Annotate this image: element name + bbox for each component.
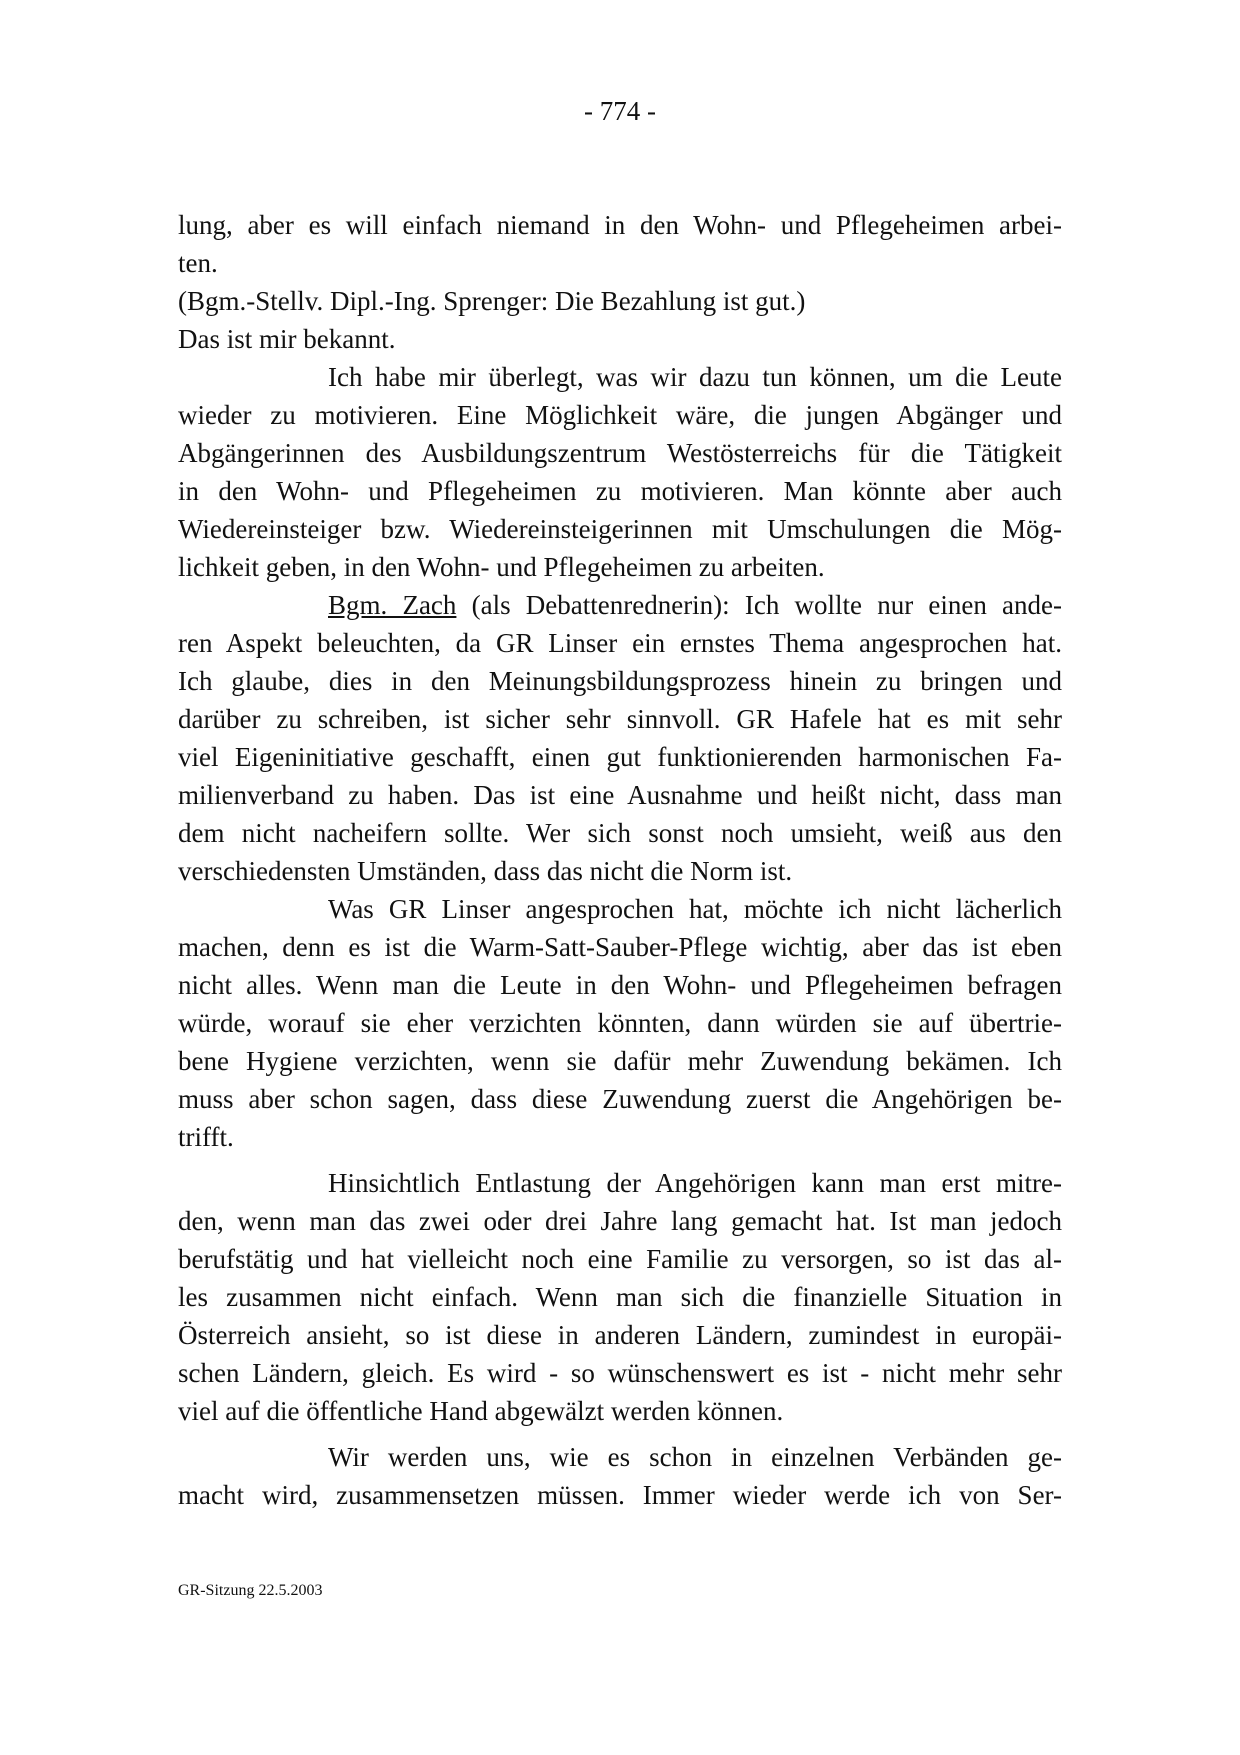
speaker-line [178, 586, 1062, 624]
speaker-line-text: (als Debattenrednerin): Ich wollte nur einen ande- [471, 590, 1062, 620]
text-line: viel auf die öffentliche Hand abgewälzt werden können. [178, 1396, 784, 1426]
text-line: verschiedensten Umständen, dass das nicht die Norm ist. [178, 856, 793, 886]
text-line: lung, aber es will einfach niemand in den Wohn- und Pflegeheimen arbei- [178, 210, 1062, 240]
text-line: nicht alles. Wenn man die Leute in den Wohn- und Pflegeheimen befragen [178, 970, 1062, 1000]
text-line: darüber zu schreiben, ist sicher sehr sinnvoll. GR Hafele hat es mit sehr [178, 704, 1062, 734]
text-line: trifft. [178, 1122, 234, 1152]
text-line: den, wenn man das zwei oder drei Jahre lang gemacht hat. Ist man jedoch [178, 1206, 1062, 1236]
text-line: dem nicht nacheifern sollte. Wer sich sonst noch umsieht, weiß aus den [178, 818, 1062, 848]
text-line: Wir werden uns, wie es schon in einzelnen Verbänden ge- [328, 1442, 1062, 1472]
text-line: bene Hygiene verzichten, wenn sie dafür mehr Zuwendung bekämen. Ich [178, 1046, 1062, 1076]
text-line: wieder zu motivieren. Eine Möglichkeit wäre, die jungen Abgänger und [178, 400, 1062, 430]
text-line: Österreich ansieht, so ist diese in anderen Ländern, zumindest in europäi- [178, 1320, 1062, 1350]
text-line: viel Eigeninitiative geschafft, einen gut funktionierenden harmonischen Fa- [178, 742, 1062, 772]
text-line: würde, worauf sie eher verzichten könnten, dann würden sie auf übertrie- [178, 1008, 1062, 1038]
text-line: in den Wohn- und Pflegeheimen zu motivieren. Man könnte aber auch [178, 476, 1062, 506]
text-line: Ich glaube, dies in den Meinungsbildungsprozess hinein zu bringen und [178, 666, 1062, 696]
text-line: milienverband zu haben. Das ist eine Ausnahme und heißt nicht, dass man [178, 780, 1062, 810]
text-line: Das ist mir bekannt. [178, 324, 396, 354]
text-line: Abgängerinnen des Ausbildungszentrum Westösterreichs für die Tätigkeit [178, 438, 1062, 468]
text-line: ten. [178, 248, 218, 278]
text-line: schen Ländern, gleich. Es wird - so wünschenswert es ist - nicht mehr sehr [178, 1358, 1062, 1388]
text-line: les zusammen nicht einfach. Wenn man sich die finanzielle Situation in [178, 1282, 1062, 1312]
text-line: machen, denn es ist die Warm-Satt-Sauber-Pflege wichtig, aber das ist eben [178, 932, 1062, 962]
interjection-line: (Bgm.-Stellv. Dipl.-Ing. Sprenger: Die Bezahlung ist gut.) [178, 286, 806, 316]
text-line: ren Aspekt beleuchten, da GR Linser ein ernstes Thema angesprochen hat. [178, 628, 1062, 658]
footer: GR-Sitzung 22.5.2003 [178, 1582, 323, 1599]
text-line: lichkeit geben, in den Wohn- und Pflegeheimen zu arbeiten. [178, 552, 825, 582]
text-line: muss aber schon sagen, dass diese Zuwendung zuerst die Angehörigen be- [178, 1084, 1062, 1114]
text-line: Ich habe mir überlegt, was wir dazu tun können, um die Leute [328, 362, 1062, 392]
text-line: berufstätig und hat vielleicht noch eine Familie zu versorgen, so ist das al- [178, 1244, 1062, 1274]
text-line: Hinsichtlich Entlastung der Angehörigen kann man erst mitre- [328, 1168, 1062, 1198]
document-body [178, 206, 1062, 1514]
text-line: macht wird, zusammensetzen müssen. Immer wieder werde ich von Ser- [178, 1480, 1062, 1510]
page-number: - 774 - [584, 96, 656, 126]
text-line: Wiedereinsteiger bzw. Wiedereinsteigerinnen mit Umschulungen die Mög- [178, 514, 1062, 544]
text-line: Was GR Linser angesprochen hat, möchte ich nicht lächerlich [328, 894, 1062, 924]
speaker-name: Bgm. Zach [328, 590, 457, 620]
